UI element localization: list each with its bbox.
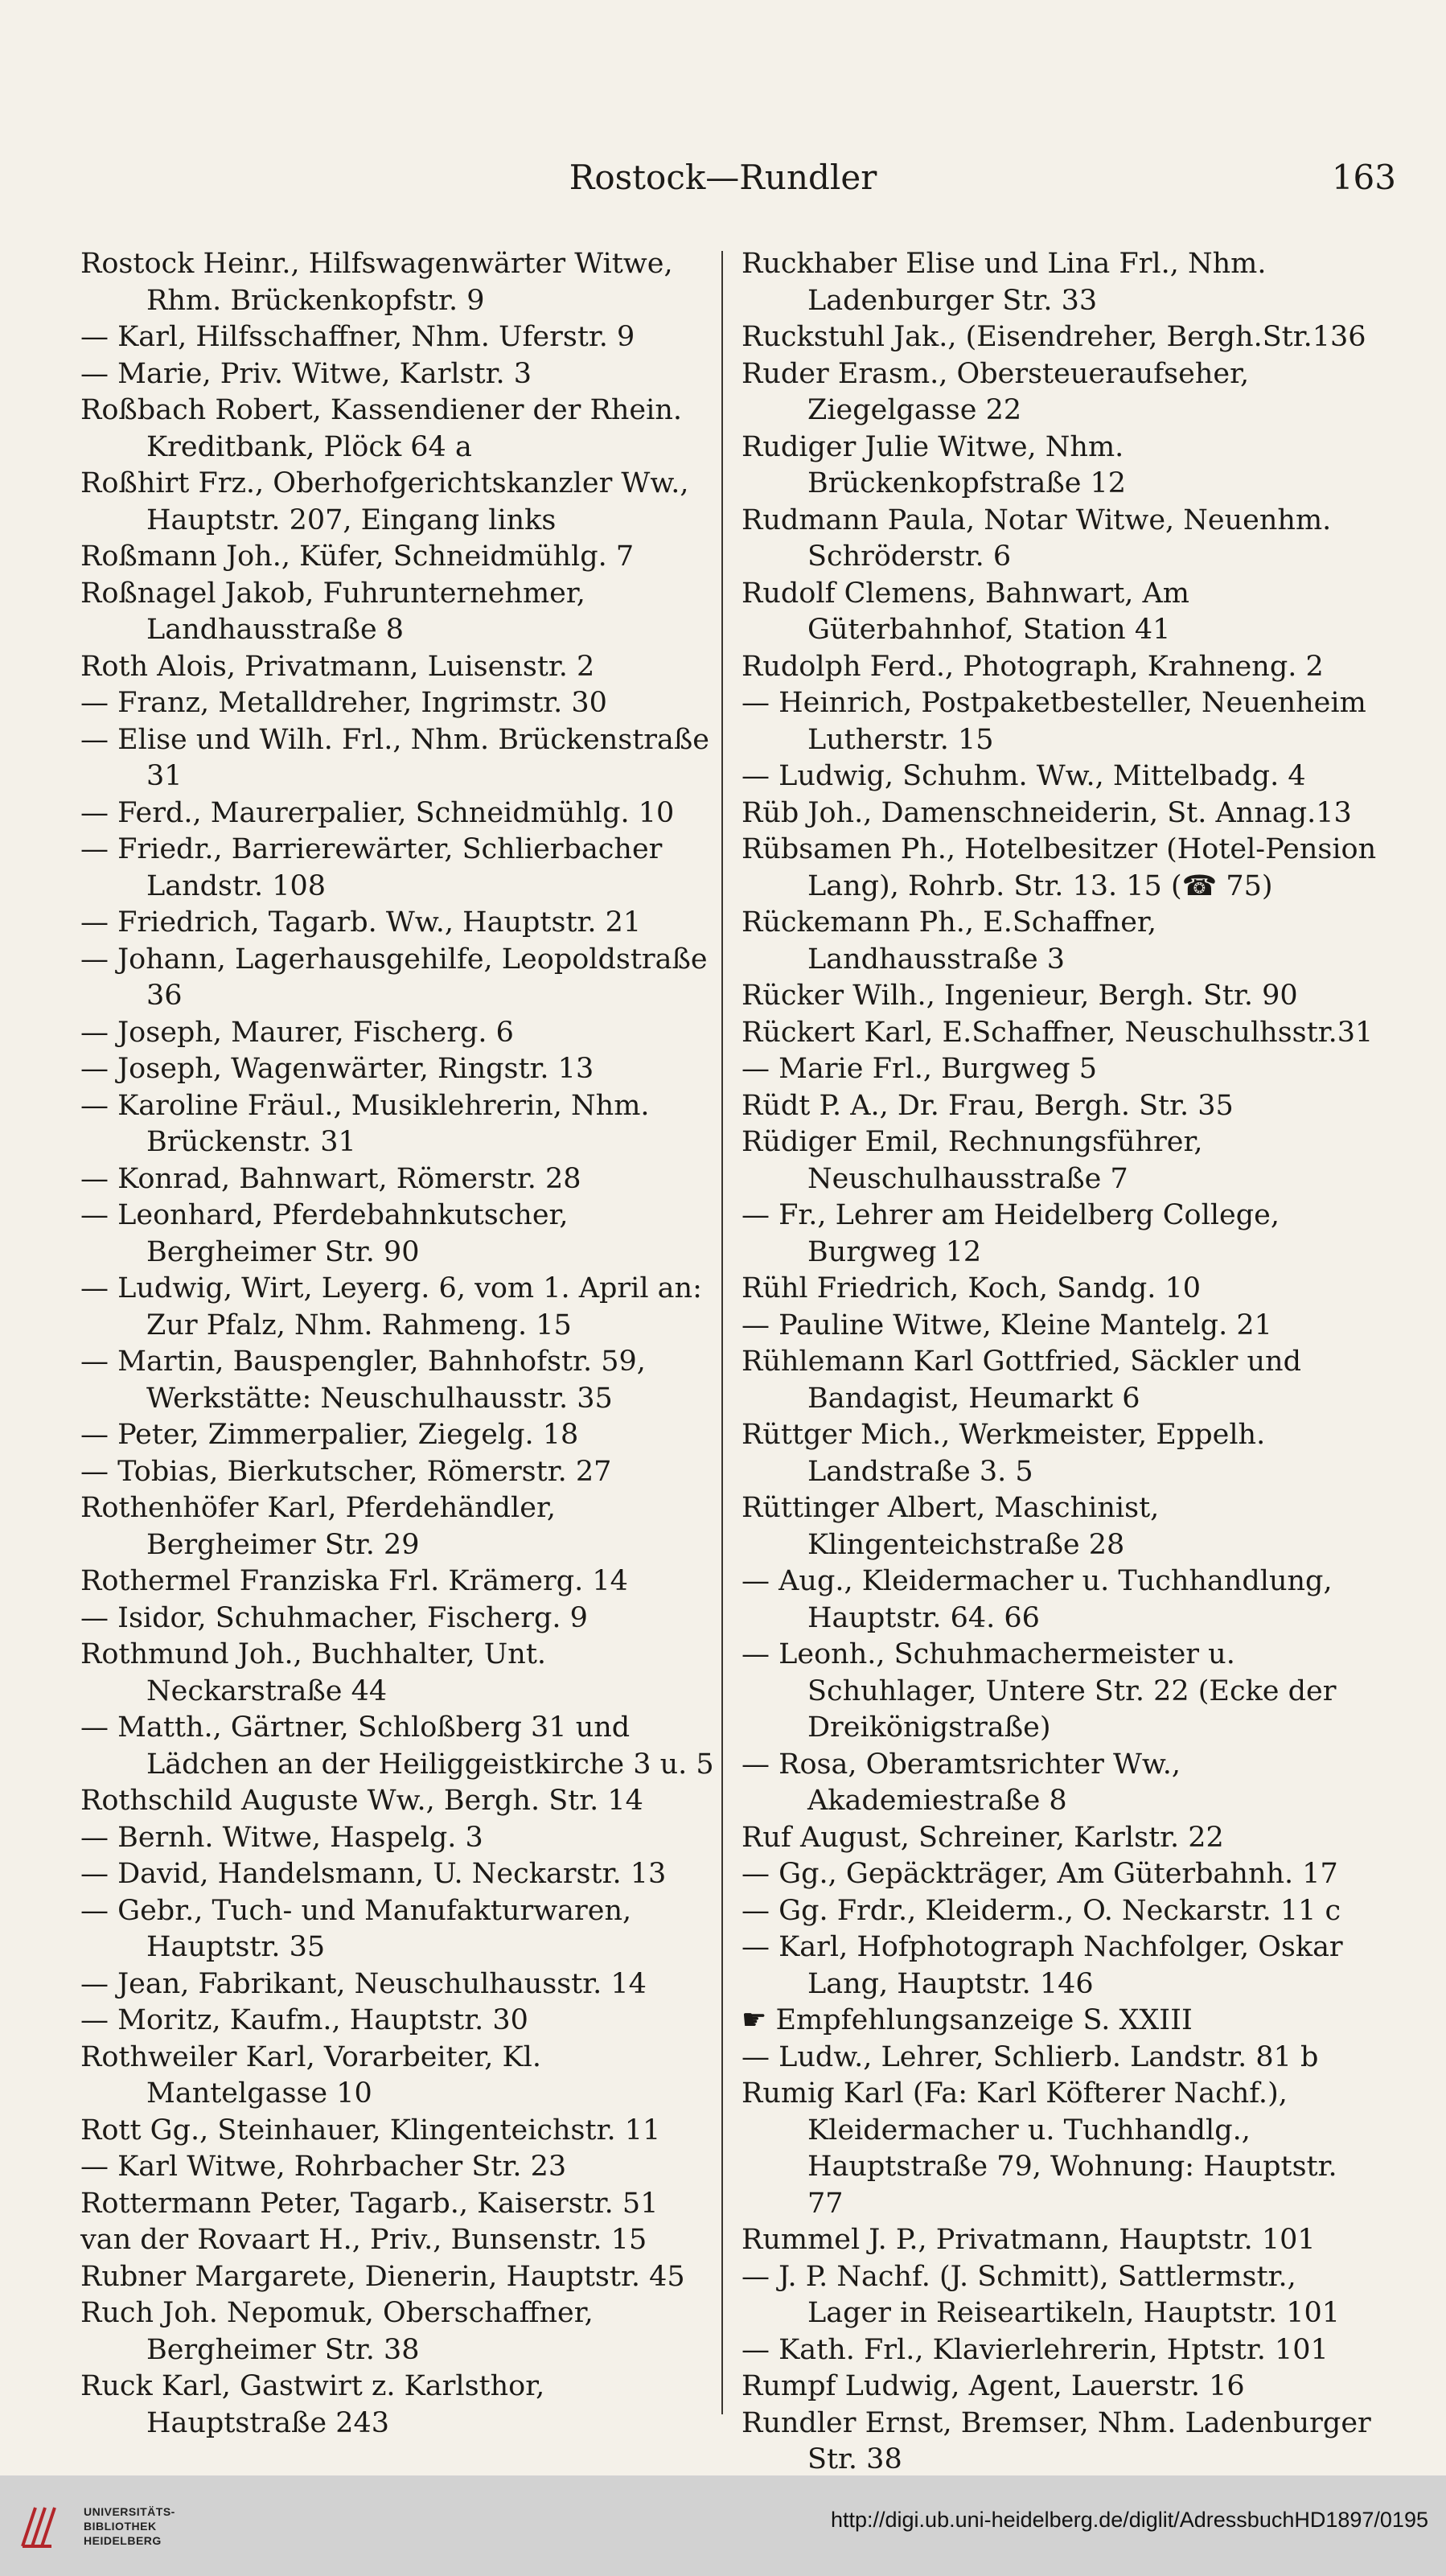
- directory-entry: Rüb Joh., Damenschneiderin, St. Annag.13: [741, 796, 1352, 829]
- directory-entry: Rübsamen Ph., Hotelbesitzer (Hotel-Pension Lang), Rohrb. Str. 13. 15 (☎ 75): [741, 833, 1377, 902]
- directory-entry: Rott Gg., Steinhauer, Klingenteichstr. 11: [80, 2114, 661, 2147]
- directory-entry: Rumpf Ludwig, Agent, Lauerstr. 16: [741, 2370, 1245, 2402]
- directory-entry: Rothweiler Karl, Vorarbeiter, Kl. Mantelgasse 10: [80, 2040, 542, 2110]
- directory-entry: — Ludwig, Wirt, Leyerg. 6, vom 1. April an: Zur Pfalz, Nhm. Rahmeng. 15: [80, 1272, 702, 1341]
- directory-entry: — Pauline Witwe, Kleine Mantelg. 21: [741, 1309, 1272, 1341]
- directory-entry: Rudolph Ferd., Photograph, Krahneng. 2: [741, 650, 1324, 683]
- directory-entry: Roßhirt Frz., Oberhofgerichtskanzler Ww., Hauptstr. 207, Eingang links: [80, 467, 689, 536]
- directory-entry: Rüdiger Emil, Rechnungsführer, Neuschulhausstraße 7: [741, 1126, 1203, 1195]
- directory-entry: Roßmann Joh., Küfer, Schneidmühlg. 7: [80, 540, 635, 573]
- directory-entry: Rundler Ernst, Bremser, Nhm. Ladenburger Str. 38: [741, 2406, 1371, 2475]
- directory-entry: Rummel J. P., Privatmann, Hauptstr. 101: [741, 2224, 1316, 2256]
- directory-entry: Ruder Erasm., Obersteueraufseher, Ziegelgasse 22: [741, 357, 1250, 426]
- directory-entry: Rüttinger Albert, Maschinist, Klingenteichstraße 28: [741, 1492, 1160, 1561]
- directory-entry: — Joseph, Maurer, Fischerg. 6: [80, 1016, 514, 1049]
- footer-bar: [0, 2475, 1446, 2576]
- directory-entry: — Ferd., Maurerpalier, Schneidmühlg. 10: [80, 796, 675, 829]
- right-column: [741, 246, 1377, 2479]
- directory-entry: Rücker Wilh., Ingenieur, Bergh. Str. 90: [741, 980, 1298, 1012]
- directory-entry: Rudolf Clemens, Bahnwart, Am Güterbahnhof, Station 41: [741, 577, 1189, 646]
- directory-entry: Rubner Margarete, Dienerin, Hauptstr. 45: [80, 2260, 685, 2293]
- directory-entry: — Johann, Lagerhausgehilfe, Leopoldstraße 36: [80, 943, 708, 1012]
- directory-entry: — J. P. Nachf. (J. Schmitt), Sattlermstr., Lager in Reiseartikeln, Hauptstr. 101: [741, 2260, 1341, 2329]
- directory-entry: ☛ Empfehlungsanzeige S. XXIII: [741, 2004, 1193, 2036]
- directory-entry: — Heinrich, Postpaketbesteller, Neuenheim Lutherstr. 15: [741, 687, 1366, 756]
- directory-entry: — Rosa, Oberamtsrichter Ww., Akademiestraße 8: [741, 1748, 1181, 1817]
- directory-entry: — Joseph, Wagenwärter, Ringstr. 13: [80, 1053, 594, 1085]
- running-title: Rostock—Rundler: [569, 158, 877, 197]
- directory-entry: — Franz, Metalldreher, Ingrimstr. 30: [80, 687, 607, 719]
- directory-entry: — Tobias, Bierkutscher, Römerstr. 27: [80, 1455, 612, 1488]
- directory-entry: Rudiger Julie Witwe, Nhm. Brückenkopfstraße 12: [741, 430, 1127, 499]
- directory-entry: — Ludw., Lehrer, Schlierb. Landstr. 81 b: [741, 2040, 1319, 2073]
- directory-entry: — Gg. Frdr., Kleiderm., O. Neckarstr. 11 c: [741, 1894, 1341, 1927]
- directory-entry: — Karl, Hofphotograph Nachfolger, Oskar Lang, Hauptstr. 146: [741, 1931, 1343, 2000]
- directory-entry: Rückemann Ph., E.Schaffner, Landhausstraße 3: [741, 906, 1156, 976]
- directory-entry: Rothenhöfer Karl, Pferdehändler, Bergheimer Str. 29: [80, 1492, 556, 1561]
- directory-entry: — Marie Frl., Burgweg 5: [741, 1053, 1098, 1085]
- directory-entry: Rothermel Franziska Frl. Krämerg. 14: [80, 1565, 628, 1597]
- directory-entry: Roßnagel Jakob, Fuhrunternehmer, Landhausstraße 8: [80, 577, 585, 646]
- directory-entry: van der Rovaart H., Priv., Bunsenstr. 15: [80, 2224, 647, 2256]
- directory-entry: Ruckhaber Elise und Lina Frl., Nhm. Ladenburger Str. 33: [741, 248, 1267, 317]
- directory-entry: Rothschild Auguste Ww., Bergh. Str. 14: [80, 1785, 643, 1817]
- directory-entry: — Karl Witwe, Rohrbacher Str. 23: [80, 2151, 567, 2183]
- page-header: [0, 158, 1446, 206]
- directory-entry: — Elise und Wilh. Frl., Nhm. Brückenstraße 31: [80, 723, 709, 792]
- directory-entry: — Martin, Bauspengler, Bahnhofstr. 59, Werkstätte: Neuschulhausstr. 35: [80, 1346, 646, 1415]
- directory-entry: Rückert Karl, E.Schaffner, Neuschulhsstr.31: [741, 1016, 1374, 1049]
- directory-entry: — David, Handelsmann, U. Neckarstr. 13: [80, 1858, 667, 1890]
- directory-entry: Rüttger Mich., Werkmeister, Eppelh. Landstraße 3. 5: [741, 1419, 1266, 1488]
- directory-entry: — Friedrich, Tagarb. Ww., Hauptstr. 21: [80, 906, 642, 939]
- directory-entry: — Leonhard, Pferdebahnkutscher, Bergheimer Str. 90: [80, 1199, 569, 1268]
- directory-entry: Roth Alois, Privatmann, Luisenstr. 2: [80, 650, 595, 683]
- directory-entry: — Aug., Kleidermacher u. Tuchhandlung, Hauptstr. 64. 66: [741, 1565, 1333, 1634]
- directory-entry: — Marie, Priv. Witwe, Karlstr. 3: [80, 357, 532, 390]
- directory-entry: Ruf August, Schreiner, Karlstr. 22: [741, 1821, 1224, 1854]
- directory-entry: — Jean, Fabrikant, Neuschulhausstr. 14: [80, 1967, 647, 2000]
- directory-entry: Rühlemann Karl Gottfried, Säckler und Bandagist, Heumarkt 6: [741, 1346, 1301, 1415]
- directory-entry: — Karl, Hilfsschaffner, Nhm. Uferstr. 9: [80, 321, 635, 353]
- directory-entry: — Gg., Gepäckträger, Am Güterbahnh. 17: [741, 1858, 1338, 1890]
- directory-entry: — Gebr., Tuch- und Manufakturwaren, Hauptstr. 35: [80, 1894, 632, 1963]
- directory-entry: Rostock Heinr., Hilfswagenwärter Witwe, Rhm. Brückenkopfstr. 9: [80, 248, 673, 317]
- library-name-line: BIBLIOTHEK: [84, 2520, 157, 2533]
- directory-entry: — Matth., Gärtner, Schloßberg 31 und Lädchen an der Heiliggeistkirche 3 u. 5: [80, 1711, 714, 1781]
- directory-entry: — Ludwig, Schuhm. Ww., Mittelbadg. 4: [741, 760, 1306, 792]
- column-divider: [721, 251, 723, 2414]
- directory-entry: Rothmund Joh., Buchhalter, Unt. Neckarstraße 44: [80, 1638, 547, 1707]
- directory-entry: — Bernh. Witwe, Haspelg. 3: [80, 1821, 483, 1854]
- directory-entry: — Fr., Lehrer am Heidelberg College, Burgweg 12: [741, 1199, 1280, 1268]
- directory-entry: Rottermann Peter, Tagarb., Kaiserstr. 51: [80, 2187, 659, 2220]
- directory-entry: — Moritz, Kaufm., Hauptstr. 30: [80, 2004, 528, 2036]
- directory-entry: — Karoline Fräul., Musiklehrerin, Nhm. Brückenstr. 31: [80, 1089, 650, 1158]
- directory-entry: — Leonh., Schuhmachermeister u. Schuhlager, Untere Str. 22 (Ecke der Dreikönigstraße): [741, 1638, 1337, 1744]
- directory-entry: Rudmann Paula, Notar Witwe, Neuenhm. Schröderstr. 6: [741, 503, 1332, 573]
- library-name-line: UNIVERSITÄTS-: [84, 2505, 175, 2518]
- directory-entry: — Kath. Frl., Klavierlehrerin, Hptstr. 101: [741, 2333, 1329, 2366]
- directory-entry: — Peter, Zimmerpalier, Ziegelg. 18: [80, 1419, 579, 1451]
- directory-entry: Roßbach Robert, Kassendiener der Rhein. Kreditbank, Plöck 64 a: [80, 394, 682, 463]
- directory-entry: Rumig Karl (Fa: Karl Köfterer Nachf.), Kleidermacher u. Tuchhandlg., Hauptstraße 79, Wohnung: Hauptstr. 77: [741, 2077, 1337, 2220]
- university-library-logo-icon: [16, 2498, 72, 2554]
- directory-entry: — Isidor, Schuhmacher, Fischerg. 9: [80, 1601, 588, 1634]
- directory-entry: — Konrad, Bahnwart, Römerstr. 28: [80, 1162, 581, 1195]
- directory-entry: Ruch Joh. Nepomuk, Oberschaffner, Bergheimer Str. 38: [80, 2297, 594, 2366]
- page-number: 163: [1331, 158, 1396, 197]
- source-url-link[interactable]: http://digi.ub.uni-heidelberg.de/diglit/AdressbuchHD1897/0195: [830, 2508, 1428, 2532]
- library-name-line: HEIDELBERG: [84, 2534, 162, 2547]
- directory-entry: Rüdt P. A., Dr. Frau, Bergh. Str. 35: [741, 1089, 1234, 1122]
- left-column: [80, 246, 716, 2442]
- directory-entry: — Friedr., Barrierewärter, Schlierbacher Landstr. 108: [80, 833, 663, 902]
- library-name: [84, 2504, 175, 2548]
- directory-entry: Rühl Friedrich, Koch, Sandg. 10: [741, 1272, 1202, 1304]
- directory-entry: Ruckstuhl Jak., (Eisendreher, Bergh.Str.136: [741, 321, 1366, 353]
- directory-entry: Ruck Karl, Gastwirt z. Karlsthor, Hauptstraße 243: [80, 2370, 545, 2439]
